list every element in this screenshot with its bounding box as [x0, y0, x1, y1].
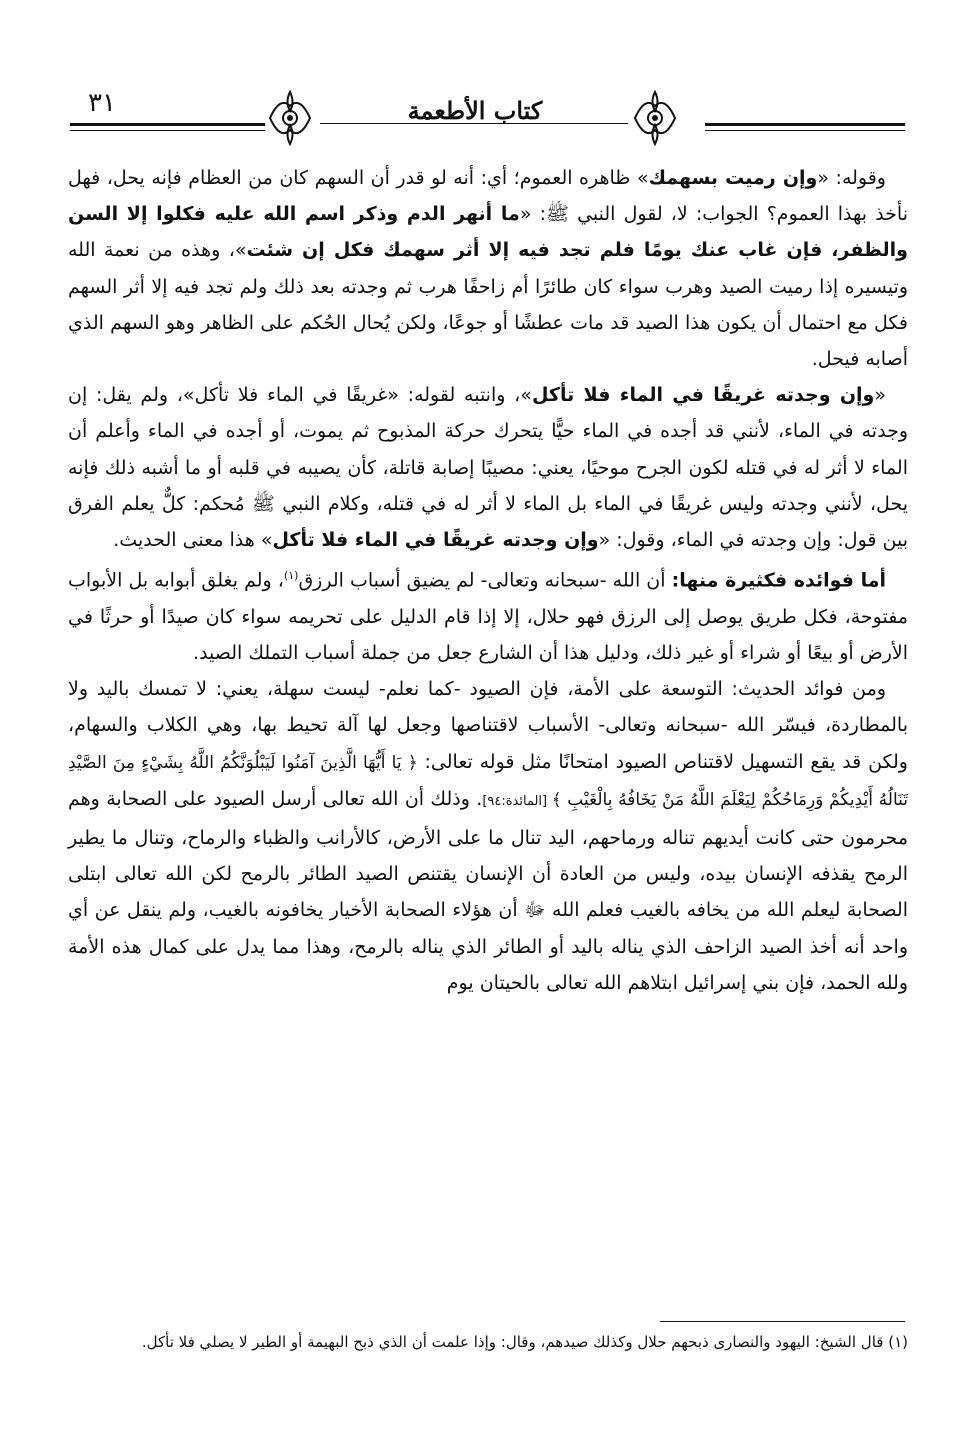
- section-heading: أما فوائده فكثيرة منها:: [671, 569, 887, 592]
- hadith-quote: وإن وجدته غريقًا في الماء فلا تأكل: [272, 529, 599, 552]
- footnote-reference: (١): [283, 569, 299, 583]
- quran-verse: ﴿ يَا أَيُّهَا الَّذِينَ آمَنُوا لَيَبْلُوَنَّكُمُ اللَّهُ بِشَيْءٍ مِنَ الصَّيْدِ تَنَالُهُ أَيْدِيكُمْ وَرِمَاحُكُمْ لِيَعْلَمَ اللَّهُ مَنْ يَخَافُهُ بِالْغَيْبِ ﴾: [68, 752, 909, 810]
- running-title: كتاب الأطعمة: [407, 96, 543, 125]
- body-text: » هذا معنى الحديث.: [113, 529, 273, 552]
- body-text: «: [874, 384, 886, 407]
- body-text: ، ولم يغلق أبوابه بل الأبواب مفتوحة، فكل طريق يوصل إلى الرزق فهو حلال، إلا إذا قام الدليل على تحريمه سواء كان صيدًا أو حرثًا في الأرض أو بيعًا أو شراء أو غير ذلك، ودليل هذا أن الشارع جعل من جملة أسباب التملك الصيد.: [68, 569, 908, 664]
- body-text: . وذلك أن الله تعالى أرسل الصيود على الصحابة وهم محرمون حتى كانت أيديهم تناله ورماحهم، اليد تنال ما على الأرض، كالأرانب والظباء والرماح، وتنال ما يطير الرمح يقذفه الإنسان بيده، وليس من العادة أن الإنسان يقتنص الصيد الطائر بالرمح لكن الله تعالى ابتلى الصحابة ليعلم الله من يخافه بالغيب فعلم الله ﷻ أن هؤلاء الصحابة الأخيار يخافونه بالغيب، ولم ينقل عن أي واحد أنه أخذ الصيد الزاحف الذي يناله باليد أو الطائر الذي يناله بالرمح، وهذا مما يدل على كمال هذه الأمة ولله الحمد، فإن بني إسرائيل ابتلاهم الله تعالى بالحيتان يوم: [68, 787, 908, 994]
- body-text: » ظاهره العموم؛ أي: أنه لو قدر أن السهم كان من العظام فإنه يحل، فهل نأخذ بهذا العموم؟ الجواب: لا، لقول النبي ﷺ: «: [68, 167, 908, 226]
- body-text: »، وانتبه لقوله: «غريقًا في الماء فلا تأكل»، ولم يقل: إن وجدته في الماء، لأنني قد أجده في الماء حيًّا يتحرك حركة المذبوح ثم يموت، أو أجده في الماء وأعلم أن الماء لا أثر له في قتله لكون الجرح موحيًا، يعني: مصيبًا إصابة قاتلة، كأن يصيبه في قلبه أو ما أشبه ذلك فإنه يحل، لأنني وجدته وليس غريقًا في الماء بل الماء لا أثر له في قتله، وكلام النبي ﷺ مُحكم: كلٌّ يعلم الفرق بين قول: وإن وجدته في الماء، وقول: «: [68, 384, 908, 552]
- body-text: وقوله: «: [817, 167, 886, 189]
- page-number: ٣١: [88, 88, 116, 118]
- header-rule: [705, 123, 905, 126]
- ornament-icon: [265, 88, 315, 148]
- paragraph: [68, 671, 908, 1001]
- ornament-icon: [630, 88, 680, 148]
- hadith-quote: ما أنهر الدم وذكر اسم الله عليه فكلوا إلا السن والظفر، فإن غاب عنك يومًا فلم تجد فيه إلا أثر سهمك فكل إن شئت: [68, 203, 908, 262]
- verse-reference: [المائدة:٩٤]: [482, 793, 552, 809]
- body-text: »، وهذه من نعمة الله وتيسيره إذا رميت الصيد وهرب سواء كان طائرًا أم زاحفًا هرب ثم وجدته بعد ذلك ولم تجد فيه إلا أثر السهم فكل مع احتمال أن يكون هذا الصيد قد مات عطشًا أو جوعًا، ولكن يُحال الحُكم على الظاهر وهو السهم الذي أصابه فيحل.: [68, 239, 908, 371]
- footnote: (١) قال الشيخ: اليهود والنصارى ذبحهم حلال وكذلك صيدهم، وقال: وإذا علمت أن الذي ذبح البهيمة أو الطير لا يصلي فلا تأكل.: [141, 1333, 908, 1351]
- paragraph: [68, 558, 908, 671]
- body-text: أن الله -سبحانه وتعالى- لم يضيق أسباب الرزق: [298, 569, 672, 592]
- header-rule: [70, 130, 265, 131]
- paragraph: [68, 377, 908, 558]
- header-rule: [705, 130, 905, 131]
- page-body: [68, 160, 908, 1001]
- body-text: ومن فوائد الحديث: التوسعة على الأمة، فإن الصيود -كما نعلم- ليست سهلة، يعني: لا تمسك باليد ولا بالمطاردة، فيسّر الله -سبحانه وتعالى- الأسباب لاقتناصها وجعل لها آلة تحيط بها، وهي الكلاب والسهام، ولكن قد يقع التسهيل لاقتناص الصيود امتحانًا مثل قوله تعالى:: [68, 678, 908, 773]
- paragraph: [68, 160, 908, 377]
- hadith-quote: وإن وجدته غريقًا في الماء فلا تأكل: [531, 384, 875, 407]
- hadith-quote: وإن رميت بسهمك: [648, 167, 818, 189]
- page-header: [70, 78, 905, 148]
- header-rule: [70, 123, 265, 126]
- footnote-separator: [660, 1321, 905, 1322]
